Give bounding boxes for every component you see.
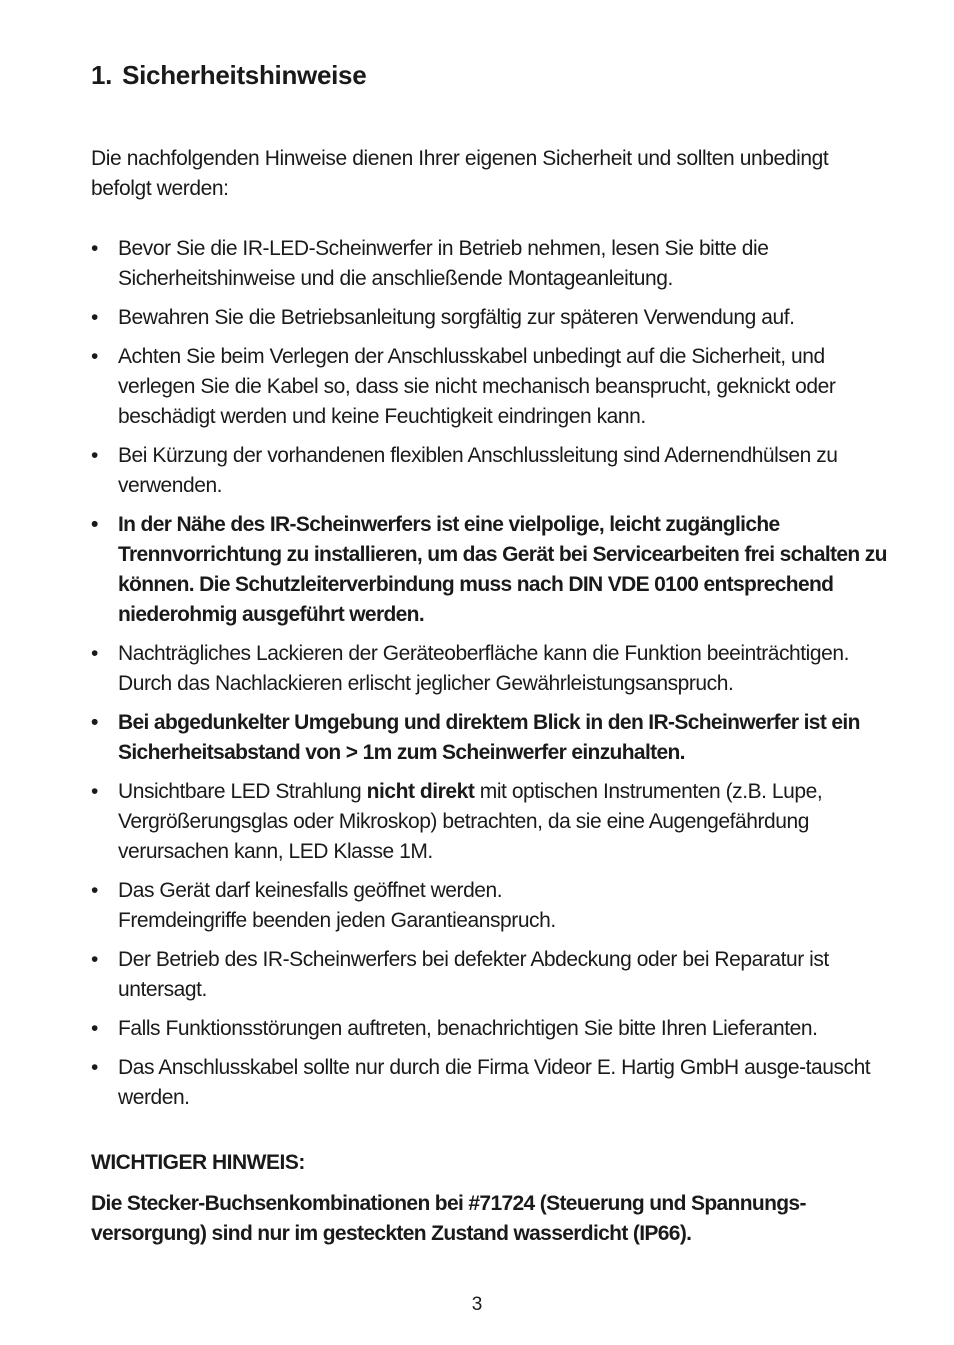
list-item-text: Bevor Sie die IR-LED-Scheinwerfer in Betrieb nehmen, lesen Sie bitte die Sicherheitshinweise und die anschließende Montageanleitung.: [118, 237, 769, 290]
list-item-text: Bei Kürzung der vorhandenen flexiblen Anschlussleitung sind Adernendhülsen zu verwenden.: [118, 444, 838, 497]
list-item-line: Das Gerät darf keinesfalls geöffnet werden.: [118, 879, 503, 902]
list-item-text: Nachträgliches Lackieren der Geräteoberfläche kann die Funktion beeinträchtigen. Durch das Nachlackieren erlischt jeglicher Gewährleistungsanspruch.: [118, 642, 849, 695]
list-item: [91, 1014, 901, 1044]
list-item-text: Achten Sie beim Verlegen der Anschlusskabel unbedingt auf die Sicherheit, und verlegen Sie die Kabel so, dass sie nicht mechanisch beansprucht, geknickt oder beschädigt werden und keine Feuchtigkeit eindringen kann.: [118, 345, 836, 428]
section-title: Sicherheitshinweise: [122, 60, 367, 90]
list-item: [91, 342, 901, 432]
bullet-icon: •: [91, 513, 98, 536]
list-item-emphasis: nicht direkt: [366, 780, 475, 803]
bullet-icon: •: [91, 780, 98, 803]
bullet-icon: •: [91, 948, 98, 971]
list-item-important: [91, 708, 901, 768]
bullet-icon: •: [91, 1056, 98, 1079]
list-item-text: Das Anschlusskabel sollte nur durch die Firma Videor E. Hartig GmbH ausge-tauscht werden.: [118, 1056, 871, 1109]
list-item-text: [118, 780, 822, 863]
list-item-text: Falls Funktionsstörungen auftreten, benachrichtigen Sie bitte Ihren Lieferanten.: [118, 1017, 818, 1040]
note-title: WICHTIGER HINWEIS:: [91, 1151, 305, 1174]
page-number: 3: [471, 1294, 483, 1315]
list-item-text-before: Unsichtbare LED Strahlung: [118, 780, 367, 803]
list-item: [91, 639, 901, 699]
list-item-text-after: mit optischen Instrumenten (z.B. Lupe, Vergrößerungsglas oder Mikroskop) betrachten, da sie eine Augengefährdung verursachen kann, LED Klasse 1M.: [118, 780, 823, 863]
list-item-text: In der Nähe des IR-Scheinwerfers ist eine vielpolige, leicht zugängliche Trennvorrichtung zu installieren, um das Gerät bei Servicearbeiten frei schalten zu können. Die Schutzleiterverbindung muss nach DIN VDE 0100 entsprechend niederohmig ausgeführt werden.: [118, 513, 887, 626]
bullet-icon: •: [91, 345, 98, 368]
section-number: 1.: [91, 60, 113, 90]
list-item-text: Bewahren Sie die Betriebsanleitung sorgfältig zur späteren Verwendung auf.: [118, 306, 795, 329]
list-item-text: Der Betrieb des IR-Scheinwerfers bei defekter Abdeckung oder bei Reparatur ist untersagt.: [118, 948, 829, 1001]
bullet-icon: •: [91, 711, 98, 734]
bullet-icon: •: [91, 237, 98, 260]
list-item-text: Bei abgedunkelter Umgebung und direktem Blick in den IR-Scheinwerfer ist ein Sicherheitsabstand von > 1m zum Scheinwerfer einzuhalten.: [118, 711, 860, 764]
list-item-line: Fremdeingriffe beenden jeden Garantieanspruch.: [118, 909, 556, 932]
safety-list: [91, 234, 901, 1122]
list-item: [91, 777, 901, 867]
list-item: [91, 234, 901, 294]
bullet-icon: •: [91, 1017, 98, 1040]
list-item: [91, 1053, 901, 1113]
intro-paragraph: Die nachfolgenden Hinweise dienen Ihrer eigenen Sicherheit und sollten unbedingt befolgt werden:: [91, 147, 829, 200]
section-heading: [91, 60, 366, 91]
list-item-important: [91, 510, 901, 630]
list-item: [91, 303, 901, 333]
list-item: [91, 441, 901, 501]
bullet-icon: •: [91, 306, 98, 329]
note-body: Die Stecker-Buchsenkombinationen bei #71724 (Steuerung und Spannungs-versorgung) sind nur im gesteckten Zustand wasserdicht (IP66).: [91, 1192, 806, 1245]
bullet-icon: •: [91, 879, 98, 902]
bullet-icon: •: [91, 642, 98, 665]
list-item: [91, 876, 901, 936]
list-item: [91, 945, 901, 1005]
bullet-icon: •: [91, 444, 98, 467]
